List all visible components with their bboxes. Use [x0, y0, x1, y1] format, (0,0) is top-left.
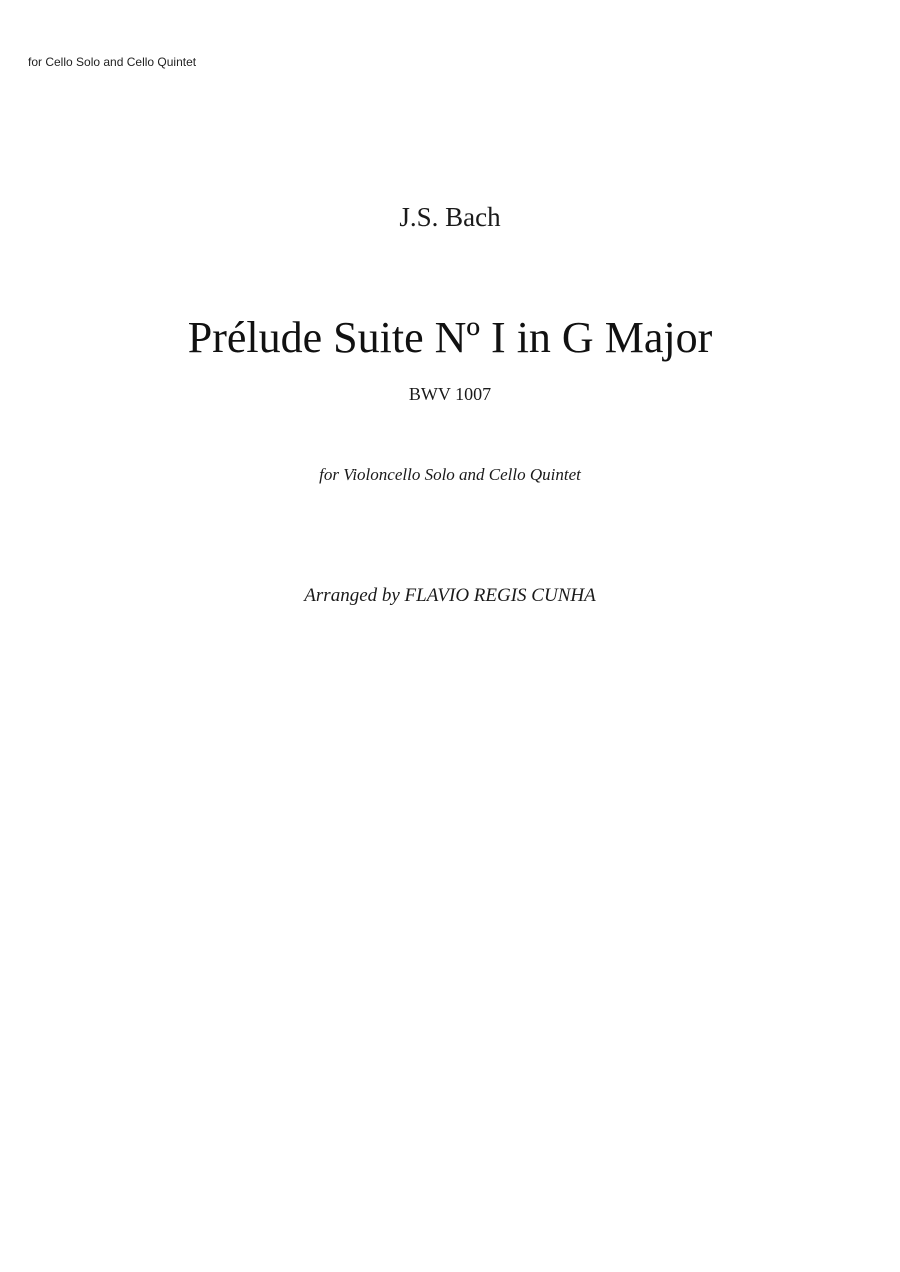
page-title: Prélude Suite Nº I in G Major — [187, 313, 713, 362]
instrumentation-subtitle: for Violoncello Solo and Cello Quintet — [319, 465, 581, 484]
arranger-credit: Arranged by FLAVIO REGIS CUNHA — [304, 585, 596, 606]
composer-name: J.S. Bach — [399, 202, 501, 232]
catalog-number: BWV 1007 — [408, 384, 492, 404]
header-note: for Cello Solo and Cello Quintet — [28, 55, 197, 69]
